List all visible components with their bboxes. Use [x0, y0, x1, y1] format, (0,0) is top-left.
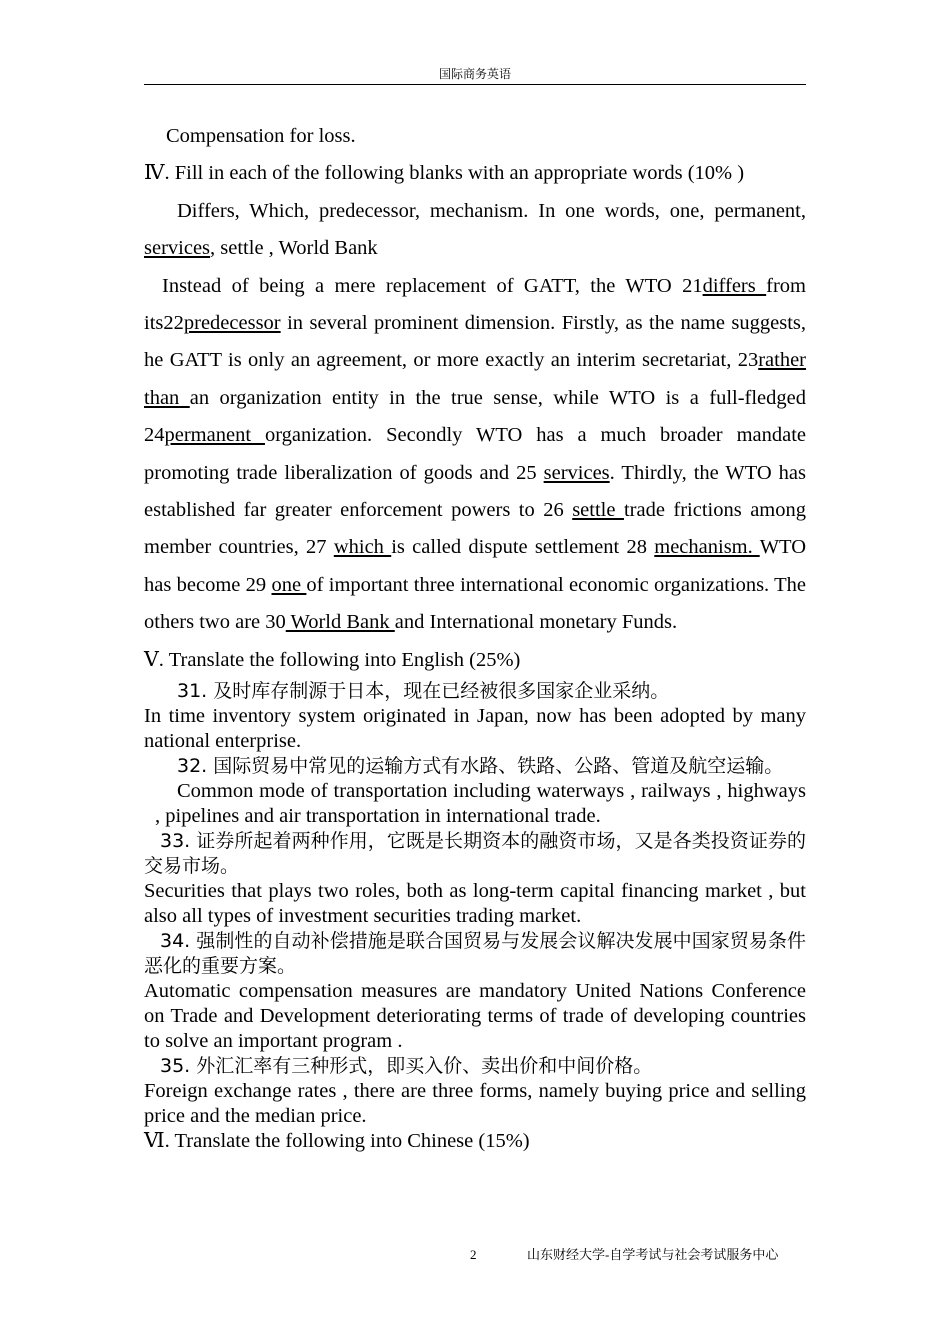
- section-vi-title: Translate the following into Chinese (15%): [169, 1130, 530, 1153]
- item-31-english: In time inventory system originated in Japan, now has been adopted by many national enterprise.: [144, 705, 806, 753]
- item-33-english: Securities that plays two roles, both as long-term capital financing market , but also all types of investment securities trading market.: [144, 880, 806, 928]
- item-33-chinese: 33. 证券所起着两种作用，它既是长期资本的融资市场，又是各类投资证券的交易市场。: [144, 830, 806, 878]
- word-bank-part1: Differs, Which, predecessor, mechanism. In one words, one, permanent,: [177, 199, 806, 222]
- passage-text: . Thirdly, the WTO has established far greater enforcement powers to 26: [144, 461, 806, 522]
- item-32-chinese: 32. 国际贸易中常见的运输方式有水路、铁路、公路、管道及航空运输。: [177, 755, 784, 778]
- word-bank-services: services: [144, 237, 211, 260]
- word-bank: [144, 193, 806, 268]
- answer-25: services: [543, 461, 610, 484]
- passage-text: Instead of being a mere replacement of GATT, the WTO 21: [162, 274, 703, 297]
- answer-22: predecessor: [183, 312, 281, 335]
- passage-text: and International monetary Funds.: [394, 611, 678, 634]
- passage-text: in several prominent dimension. Firstly, as the name suggests, he GATT is only an agreement, or more exactly an interim secretariat, 23: [144, 312, 806, 372]
- section-iv-number: Ⅳ.: [144, 162, 170, 185]
- compensation-line: Compensation for loss.: [166, 125, 356, 147]
- item-32-english: Common mode of transportation including waterways , railways , highways , pipelines and air transportation in international trade.: [155, 780, 806, 828]
- passage-text: trade frictions among member countries, 27: [144, 499, 806, 559]
- section-iv-title: Fill in each of the following blanks with an appropriate words (10% ): [169, 162, 745, 185]
- section-vi-heading: [144, 1129, 806, 1154]
- answer-30: World Bank: [285, 611, 395, 634]
- item-31-chinese: 31. 及时库存制源于日本，现在已经被很多国家企业采纳。: [177, 680, 670, 703]
- section-iv-heading: [144, 155, 806, 192]
- section-v-title: Translate the following into English (25%): [163, 648, 521, 671]
- section-vi-number: Ⅵ.: [144, 1130, 170, 1153]
- passage-text: organization. Secondly WTO has a much broader mandate promoting trade liberalization of goods and 25: [144, 424, 807, 484]
- header-rule: [144, 84, 806, 85]
- passage-text: from its22: [144, 274, 806, 335]
- section-v-number: Ⅴ.: [144, 648, 164, 671]
- item-34-english: Automatic compensation measures are mandatory United Nations Conference on Trade and Development deteriorating terms of trade of developing countries to solve an important program .: [144, 980, 806, 1053]
- page-number: 2: [470, 1247, 477, 1262]
- answer-27: which: [333, 536, 392, 559]
- passage-text: an organization entity in the true sense, while WTO is a full-fledged 24: [144, 386, 807, 447]
- section-v-heading: [144, 642, 806, 679]
- passage-text: of important three international economic organizations. The others two are 30: [144, 573, 806, 634]
- item-35-english: Foreign exchange rates , there are three forms, namely buying price and selling price and the median price.: [144, 1080, 806, 1128]
- page-header: 国际商务英语: [438, 67, 511, 81]
- passage-text: is called dispute settlement 28: [391, 536, 655, 559]
- passage-text: WTO has become 29: [144, 536, 806, 596]
- answer-21: differs: [702, 274, 767, 297]
- word-bank-part2: , settle , World Bank: [210, 237, 378, 260]
- answer-26: settle: [572, 499, 624, 522]
- answer-23: rather than: [144, 349, 806, 409]
- footer-text: 山东财经大学-自学考试与社会考试服务中心: [527, 1247, 779, 1262]
- answer-28: mechanism.: [654, 536, 760, 559]
- cloze-passage: [144, 268, 806, 642]
- item-35-chinese: 35. 外汇汇率有三种形式，即买入价、卖出价和中间价格。: [160, 1055, 653, 1078]
- document-body: [144, 118, 806, 1154]
- answer-24: permanent: [164, 424, 265, 447]
- answer-29: one: [271, 573, 307, 596]
- item-34-chinese: 34. 强制性的自动补偿措施是联合国贸易与发展会议解决发展中国家贸易条件恶化的重要方案。: [144, 930, 806, 978]
